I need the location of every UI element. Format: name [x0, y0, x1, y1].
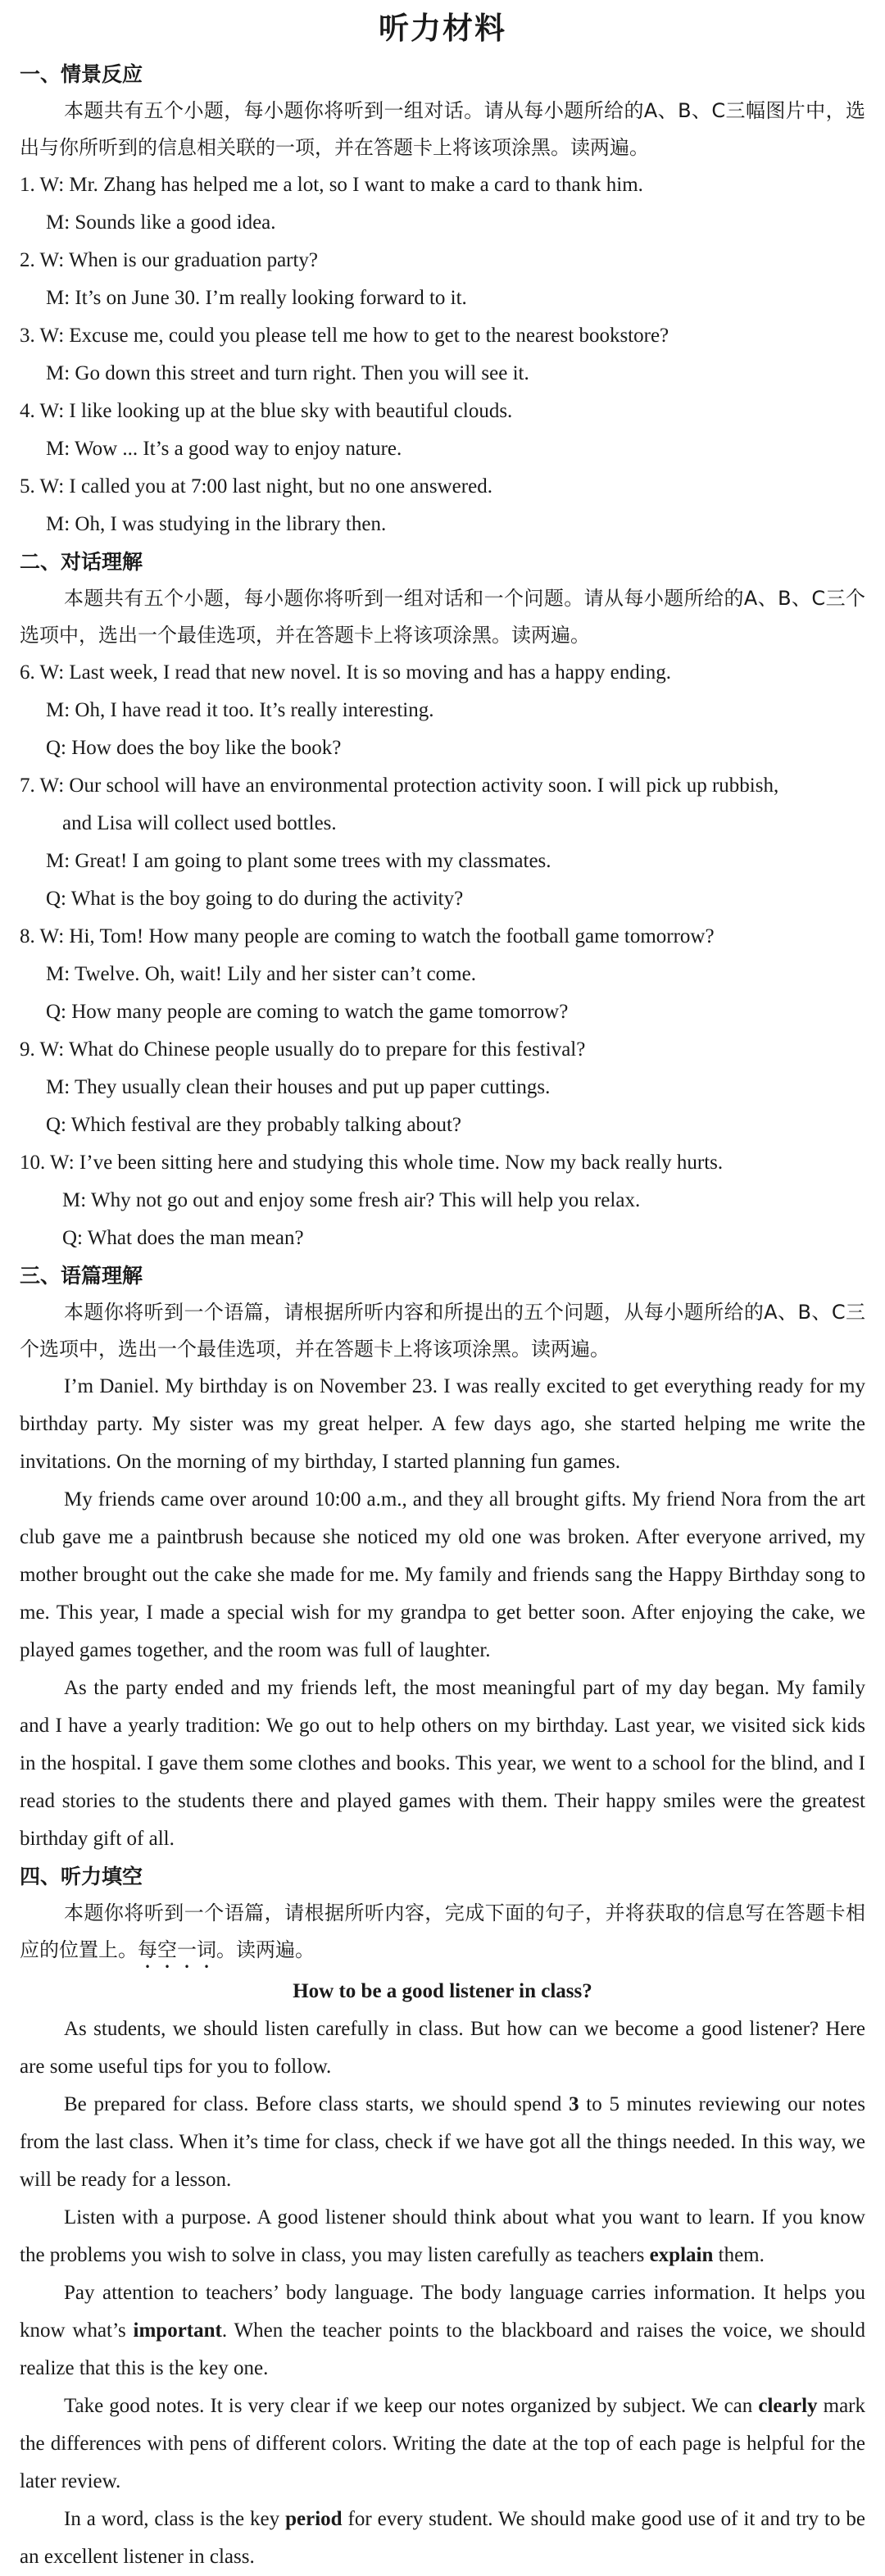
dialogue-line: 9. W: What do Chinese people usually do to prepare for this festival?: [20, 1038, 586, 1061]
key-word: period: [285, 2508, 343, 2530]
text: to 5 minutes reviewing our notes from the last class. When it’s time for class, check if we have got all the things needed. In this way, we will be ready for a lesson.: [20, 2093, 865, 2191]
text: Listen with a purpose. A good listener should think about what you want to learn. If you know the problems you wish to solve in class, you may listen carefully as teachers: [20, 2206, 865, 2266]
passage-paragraph: As students, we should listen carefully in class. But how can we become a good listener? Here are some useful tips for you to follow.: [20, 2018, 865, 2078]
section-1: [20, 56, 865, 543]
section-2: [20, 543, 865, 1257]
passage-paragraph: [20, 2086, 865, 2199]
question-line: Q: Which festival are they probably talking about?: [46, 1114, 462, 1136]
passage-paragraph: [20, 2501, 865, 2576]
dialogue-line: M: Twelve. Oh, wait! Lily and her sister can’t come.: [46, 963, 476, 985]
text: In a word, class is the key: [64, 2508, 286, 2530]
dialogue-line: M: Wow ... It’s a good way to enjoy nature.: [46, 438, 402, 460]
dialogue-line: M: They usually clean their houses and put up paper cuttings.: [46, 1076, 551, 1098]
dialogue-line: 6. W: Last week, I read that new novel. It is so moving and has a happy ending.: [20, 661, 671, 684]
dialogue-line: 10. W: I’ve been sitting here and studying this whole time. Now my back really hurts.: [20, 1152, 724, 1174]
dialogue-line: 1. W: Mr. Zhang has helped me a lot, so I want to make a card to thank him.: [20, 174, 643, 196]
section-3: [20, 1257, 865, 1858]
section-1-intro: 本题共有五个小题，每小题你将听到一组对话。请从每小题所给的A、B、C三幅图片中，选出与你所听到的信息相关联的一项，并在答题卡上将该项涂黑。读两遍。: [20, 99, 865, 159]
text: . When the teacher points to the blackboard and raises the voice, we should realize that this is the key one.: [20, 2319, 865, 2379]
text: Pay attention to teachers’ body language. The body language carries information. It helps you know what’s: [20, 2282, 865, 2342]
section-4-intro: [20, 1895, 865, 1973]
section-4-intro-end: 。读两遍。: [216, 1938, 315, 1961]
passage-paragraph: As the party ended and my friends left, the most meaningful part of my day began. My family and I have a yearly tradition: We go out to help others on my birthday. Last year, we visited sick kids in the hospital. I gave them some clothes and books. This year, we went to a school for the blind, and I read stories to the students there and played games with them. Their happy smiles were the greatest birthday gift of all.: [20, 1677, 865, 1850]
text: mark the differences with pens of different colors. Writing the date at the top of each page is helpful for the later review.: [20, 2395, 865, 2492]
passage-paragraph: My friends came over around 10:00 a.m., and they all brought gifts. My friend Nora from the art club gave me a paintbrush because she noticed my old one was broken. After everyone arrived, my mother brought out the cake she made for me. My family and friends sang the Happy Birthday song to me. This year, I made a special wish for my grandpa to get better soon. After enjoying the cake, we played games together, and the room was full of laughter.: [20, 1488, 865, 1661]
text: Take good notes. It is very clear if we keep our notes organized by subject. We can: [64, 2395, 759, 2417]
passage-paragraph: [20, 2199, 865, 2274]
passage-paragraph: [20, 2387, 865, 2501]
dialogue-line: 7. W: Our school will have an environmental protection activity soon. I will pick up rubbish,: [20, 775, 779, 797]
section-3-heading: 三、语篇理解: [20, 1264, 143, 1288]
passage-paragraph: [20, 2274, 865, 2387]
question-line: Q: How does the boy like the book?: [46, 737, 342, 759]
key-word: explain: [649, 2244, 714, 2266]
section-4: [20, 1858, 865, 2576]
dialogue-line: 5. W: I called you at 7:00 last night, but no one answered.: [20, 475, 492, 497]
section-2-heading: 二、对话理解: [20, 550, 143, 574]
page-title: 听力材料: [379, 11, 506, 46]
key-word: 3: [569, 2093, 579, 2115]
dialogue-line: M: Why not go out and enjoy some fresh air? This will help you relax.: [62, 1189, 641, 1211]
dialogue-line: M: Go down this street and turn right. Then you will see it.: [46, 362, 529, 384]
key-word: clearly: [758, 2395, 818, 2417]
section-4-intro-text: 本题你将听到一个语篇，请根据所听内容，完成下面的句子，并将获取的信息写在答题卡相应的位置上。: [20, 1901, 865, 1961]
dialogue-line: 8. W: Hi, Tom! How many people are coming to watch the football game tomorrow?: [20, 925, 715, 947]
dialogue-line: 4. W: I like looking up at the blue sky with beautiful clouds.: [20, 400, 513, 422]
dialogue-line: and Lisa will collect used bottles.: [62, 812, 337, 834]
section-4-heading: 四、听力填空: [20, 1865, 143, 1888]
dialogue-line: M: Oh, I have read it too. It’s really interesting.: [46, 699, 434, 721]
question-line: Q: What does the man mean?: [62, 1227, 304, 1249]
question-line: Q: What is the boy going to do during the activity?: [46, 888, 464, 910]
section-1-heading: 一、情景反应: [20, 62, 143, 86]
section-4-intro-emphasis: 每空一词: [138, 1938, 216, 1961]
dialogue-line: 2. W: When is our graduation party?: [20, 249, 319, 271]
dialogue-line: M: Great! I am going to plant some trees with my classmates.: [46, 850, 551, 872]
passage-paragraph: I’m Daniel. My birthday is on November 23. I was really excited to get everything ready for my birthday party. My sister was my great helper. A few days ago, she started helping me write the invitations. On the morning of my birthday, I started planning fun games.: [20, 1375, 865, 1473]
text: Be prepared for class. Before class starts, we should spend: [64, 2093, 570, 2115]
dialogue-line: M: Oh, I was studying in the library then.: [46, 513, 387, 535]
text: them.: [713, 2244, 765, 2266]
section-2-intro: 本题共有五个小题，每小题你将听到一组对话和一个问题。请从每小题所给的A、B、C三个选项中，选出一个最佳选项，并在答题卡上将该项涂黑。读两遍。: [20, 587, 865, 647]
passage-title: How to be a good listener in class?: [293, 1980, 592, 2002]
section-3-intro: 本题你将听到一个语篇，请根据所听内容和所提出的五个问题，从每小题所给的A、B、C三个选项中，选出一个最佳选项，并在答题卡上将该项涂黑。读两遍。: [20, 1301, 865, 1361]
dialogue-line: 3. W: Excuse me, could you please tell me how to get to the nearest bookstore?: [20, 325, 669, 347]
dialogue-line: M: Sounds like a good idea.: [46, 211, 276, 234]
dialogue-line: M: It’s on June 30. I’m really looking forward to it.: [46, 287, 467, 309]
key-word: important: [133, 2319, 222, 2342]
text: for every student. We should make good use of it and try to be an excellent listener in class.: [20, 2508, 865, 2568]
question-line: Q: How many people are coming to watch the game tomorrow?: [46, 1001, 569, 1023]
